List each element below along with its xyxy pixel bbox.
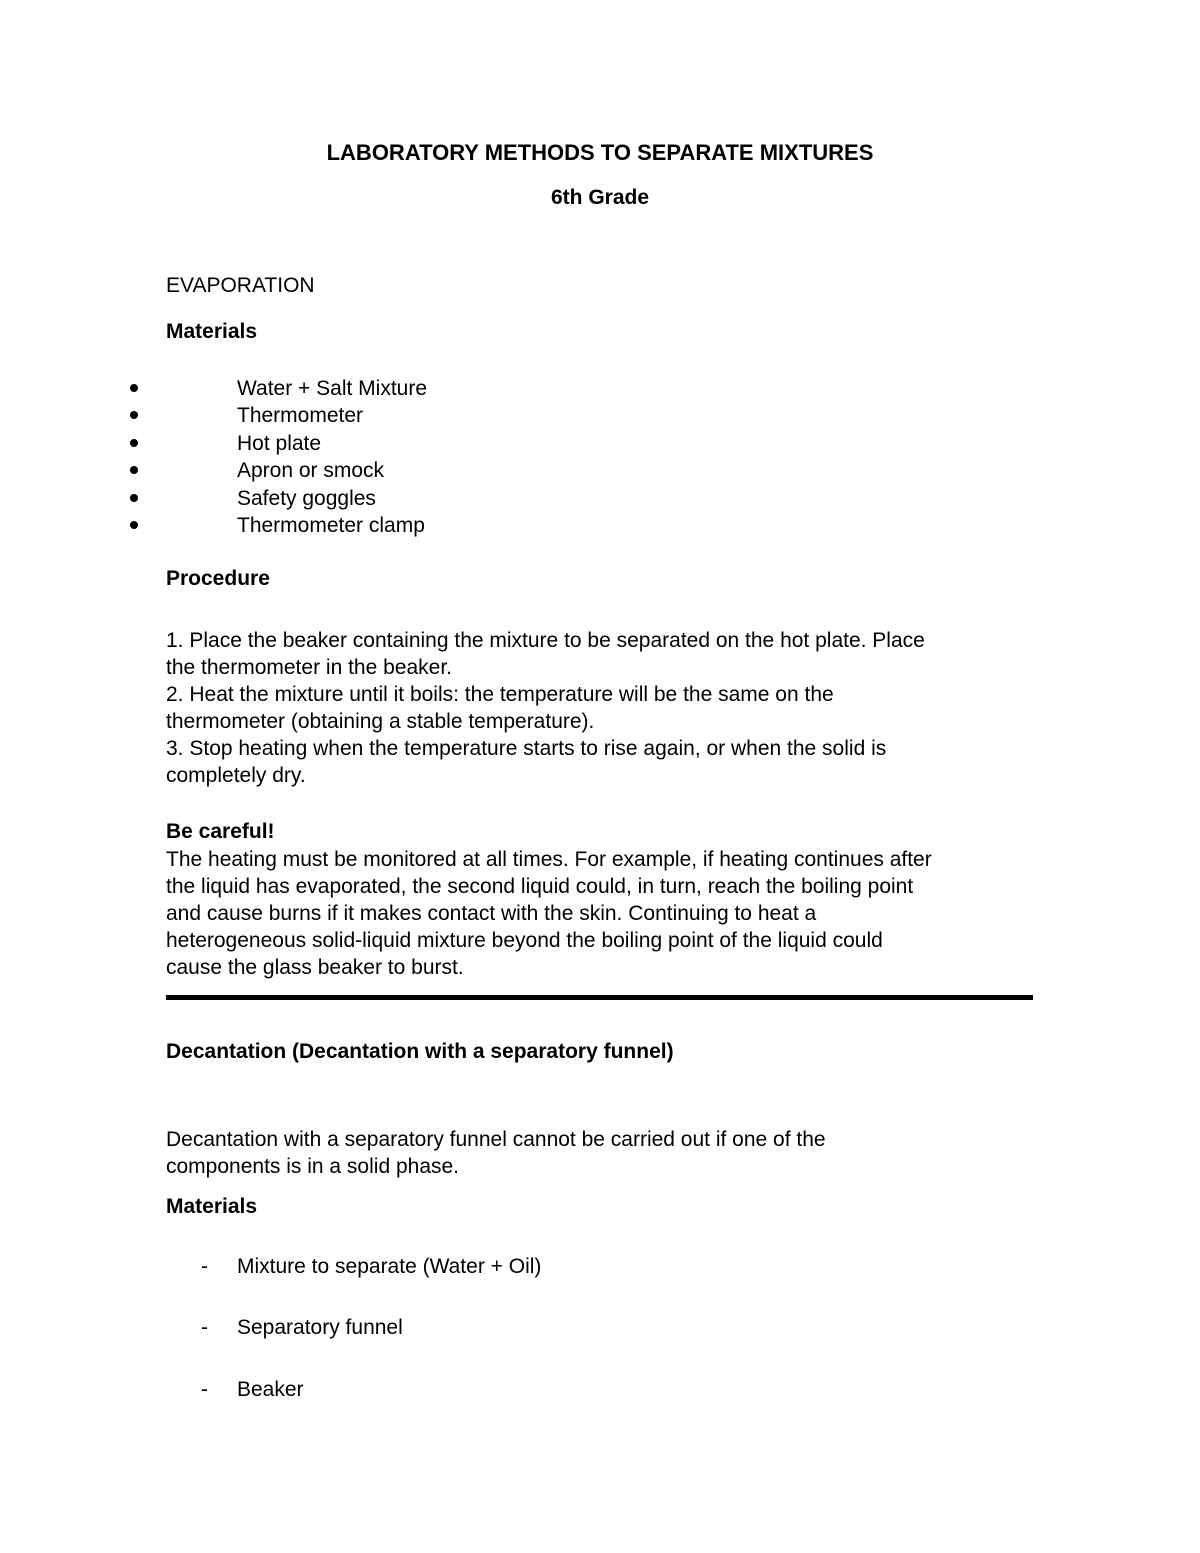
evaporation-materials-heading: Materials: [166, 320, 258, 343]
grade-subtitle: 6th Grade: [550, 186, 650, 209]
decantation-materials-heading: Materials: [166, 1195, 258, 1218]
bullet-icon: [130, 439, 138, 447]
section-divider: [166, 995, 1033, 1000]
procedure-text: [166, 627, 1046, 789]
material-label: Separatory funnel: [237, 1316, 403, 1339]
material-label: Water + Salt Mixture: [237, 377, 428, 400]
intro-line: Decantation with a separatory funnel cannot be carried out if one of the: [166, 1128, 826, 1151]
dash-bullet-icon: -: [201, 1255, 208, 1278]
material-label: Hot plate: [237, 431, 322, 455]
material-label: Thermometer: [237, 404, 364, 428]
procedure-line: 2. Heat the mixture until it boils: the temperature will be the same on the: [166, 683, 834, 706]
caution-line: and cause burns if it makes contact with the skin. Continuing to heat a: [166, 902, 817, 925]
material-label: Thermometer clamp: [237, 513, 425, 537]
material-label: Beaker: [237, 1378, 304, 1401]
bullet-icon: [130, 411, 138, 419]
bullet-icon: [130, 384, 138, 392]
procedure-line: completely dry.: [166, 764, 306, 787]
caution-text: [166, 846, 1046, 981]
procedure-line: the thermometer in the beaker.: [166, 656, 452, 679]
caution-line: the liquid has evaporated, the second liquid could, in turn, reach the boiling point: [166, 875, 914, 898]
caution-line: heterogeneous solid-liquid mixture beyond the boiling point of the liquid could: [166, 929, 883, 952]
caution-heading: Be careful!: [166, 820, 275, 843]
bullet-icon: [130, 494, 138, 502]
decantation-intro: [166, 1126, 1046, 1180]
dash-bullet-icon: -: [201, 1316, 208, 1339]
caution-line: cause the glass beaker to burst.: [166, 956, 464, 979]
procedure-heading: Procedure: [166, 567, 270, 590]
dash-bullet-icon: -: [201, 1378, 208, 1401]
bullet-icon: [130, 466, 138, 474]
material-label: Mixture to separate (Water + Oil): [237, 1255, 542, 1278]
caution-line: The heating must be monitored at all times. For example, if heating continues after: [166, 848, 932, 871]
bullet-icon: [130, 521, 138, 529]
document-title: LABORATORY METHODS TO SEPARATE MIXTURES: [326, 140, 874, 165]
material-label: Safety goggles: [237, 486, 376, 510]
procedure-line: 3. Stop heating when the temperature starts to rise again, or when the solid is: [166, 737, 887, 760]
evaporation-heading: EVAPORATION: [166, 274, 315, 297]
procedure-line: thermometer (obtaining a stable temperature).: [166, 710, 595, 733]
procedure-line: 1. Place the beaker containing the mixture to be separated on the hot plate. Place: [166, 629, 925, 652]
decantation-heading: Decantation (Decantation with a separatory funnel): [166, 1040, 674, 1063]
material-label: Apron or smock: [237, 459, 385, 483]
intro-line: components is in a solid phase.: [166, 1155, 460, 1178]
